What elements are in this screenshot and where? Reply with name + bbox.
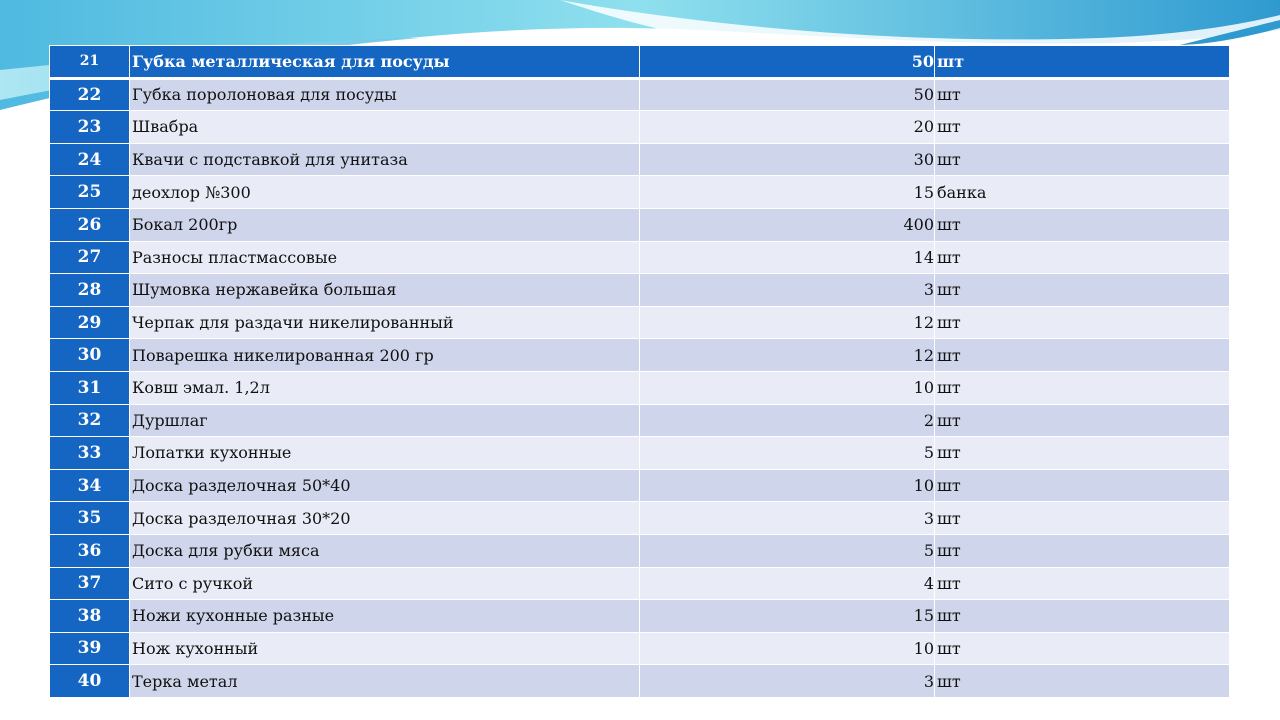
- table-row: [50, 208, 1230, 241]
- item-unit: шт: [935, 469, 1230, 502]
- item-name: Швабра: [130, 111, 640, 144]
- item-unit: шт: [935, 567, 1230, 600]
- item-name: Квачи с подставкой для унитаза: [130, 143, 640, 176]
- item-unit: шт: [935, 404, 1230, 437]
- item-unit: шт: [935, 111, 1230, 144]
- table-header-row: [50, 46, 1230, 79]
- table-row: [50, 469, 1230, 502]
- table-row: [50, 534, 1230, 567]
- items-table: [49, 45, 1230, 698]
- item-unit: шт: [935, 46, 1230, 79]
- item-name: Доска разделочная 30*20: [130, 502, 640, 535]
- row-number: 30: [50, 339, 130, 372]
- item-unit: шт: [935, 78, 1230, 111]
- item-name: Ковш эмал. 1,2л: [130, 371, 640, 404]
- table-row: [50, 665, 1230, 698]
- item-quantity: 30: [640, 143, 935, 176]
- row-number: 23: [50, 111, 130, 144]
- table-row: [50, 241, 1230, 274]
- item-name: Лопатки кухонные: [130, 437, 640, 470]
- item-quantity: 15: [640, 600, 935, 633]
- table-row: [50, 78, 1230, 111]
- item-quantity: 50: [640, 78, 935, 111]
- item-name: Бокал 200гр: [130, 208, 640, 241]
- table-row: [50, 437, 1230, 470]
- table-row: [50, 143, 1230, 176]
- item-name: Разносы пластмассовые: [130, 241, 640, 274]
- item-unit: шт: [935, 665, 1230, 698]
- item-quantity: 10: [640, 469, 935, 502]
- item-unit: шт: [935, 208, 1230, 241]
- table-row: [50, 339, 1230, 372]
- row-number: 38: [50, 600, 130, 633]
- items-table-container: [49, 45, 1229, 698]
- item-name: Ножи кухонные разные: [130, 600, 640, 633]
- row-number: 26: [50, 208, 130, 241]
- table-row: [50, 371, 1230, 404]
- item-quantity: 2: [640, 404, 935, 437]
- item-unit: шт: [935, 502, 1230, 535]
- item-quantity: 10: [640, 632, 935, 665]
- item-quantity: 20: [640, 111, 935, 144]
- table-row: [50, 632, 1230, 665]
- item-quantity: 5: [640, 437, 935, 470]
- row-number: 34: [50, 469, 130, 502]
- table-row: [50, 274, 1230, 307]
- item-unit: шт: [935, 143, 1230, 176]
- item-unit: шт: [935, 437, 1230, 470]
- row-number: 29: [50, 306, 130, 339]
- row-number: 32: [50, 404, 130, 437]
- item-unit: шт: [935, 339, 1230, 372]
- item-name: Поварешка никелированная 200 гр: [130, 339, 640, 372]
- item-quantity: 14: [640, 241, 935, 274]
- item-name: деохлор №300: [130, 176, 640, 209]
- table-row: [50, 502, 1230, 535]
- row-number: 24: [50, 143, 130, 176]
- row-number: 28: [50, 274, 130, 307]
- item-unit: шт: [935, 274, 1230, 307]
- row-number: 25: [50, 176, 130, 209]
- item-quantity: 400: [640, 208, 935, 241]
- row-number: 39: [50, 632, 130, 665]
- table-row: [50, 111, 1230, 144]
- row-number: 27: [50, 241, 130, 274]
- item-unit: шт: [935, 632, 1230, 665]
- item-unit: шт: [935, 534, 1230, 567]
- row-number: 36: [50, 534, 130, 567]
- item-name: Черпак для раздачи никелированный: [130, 306, 640, 339]
- table-row: [50, 600, 1230, 633]
- item-quantity: 3: [640, 665, 935, 698]
- row-number: 21: [50, 46, 130, 79]
- table-row: [50, 567, 1230, 600]
- item-name: Губка поролоновая для посуды: [130, 78, 640, 111]
- item-quantity: 3: [640, 502, 935, 535]
- item-name: Доска для рубки мяса: [130, 534, 640, 567]
- table-row: [50, 404, 1230, 437]
- item-quantity: 12: [640, 339, 935, 372]
- item-unit: банка: [935, 176, 1230, 209]
- row-number: 35: [50, 502, 130, 535]
- item-unit: шт: [935, 241, 1230, 274]
- item-name: Шумовка нержавейка большая: [130, 274, 640, 307]
- item-name: Доска разделочная 50*40: [130, 469, 640, 502]
- row-number: 33: [50, 437, 130, 470]
- row-number: 22: [50, 78, 130, 111]
- row-number: 31: [50, 371, 130, 404]
- item-unit: шт: [935, 306, 1230, 339]
- item-unit: шт: [935, 600, 1230, 633]
- item-name: Дуршлаг: [130, 404, 640, 437]
- item-quantity: 15: [640, 176, 935, 209]
- row-number: 40: [50, 665, 130, 698]
- row-number: 37: [50, 567, 130, 600]
- item-quantity: 12: [640, 306, 935, 339]
- item-quantity: 3: [640, 274, 935, 307]
- item-unit: шт: [935, 371, 1230, 404]
- item-quantity: 50: [640, 46, 935, 79]
- items-table-body: [50, 46, 1230, 698]
- table-row: [50, 176, 1230, 209]
- item-name: Нож кухонный: [130, 632, 640, 665]
- item-quantity: 5: [640, 534, 935, 567]
- item-quantity: 4: [640, 567, 935, 600]
- item-name: Губка металлическая для посуды: [130, 46, 640, 79]
- item-quantity: 10: [640, 371, 935, 404]
- item-name: Терка метал: [130, 665, 640, 698]
- table-row: [50, 306, 1230, 339]
- item-name: Сито с ручкой: [130, 567, 640, 600]
